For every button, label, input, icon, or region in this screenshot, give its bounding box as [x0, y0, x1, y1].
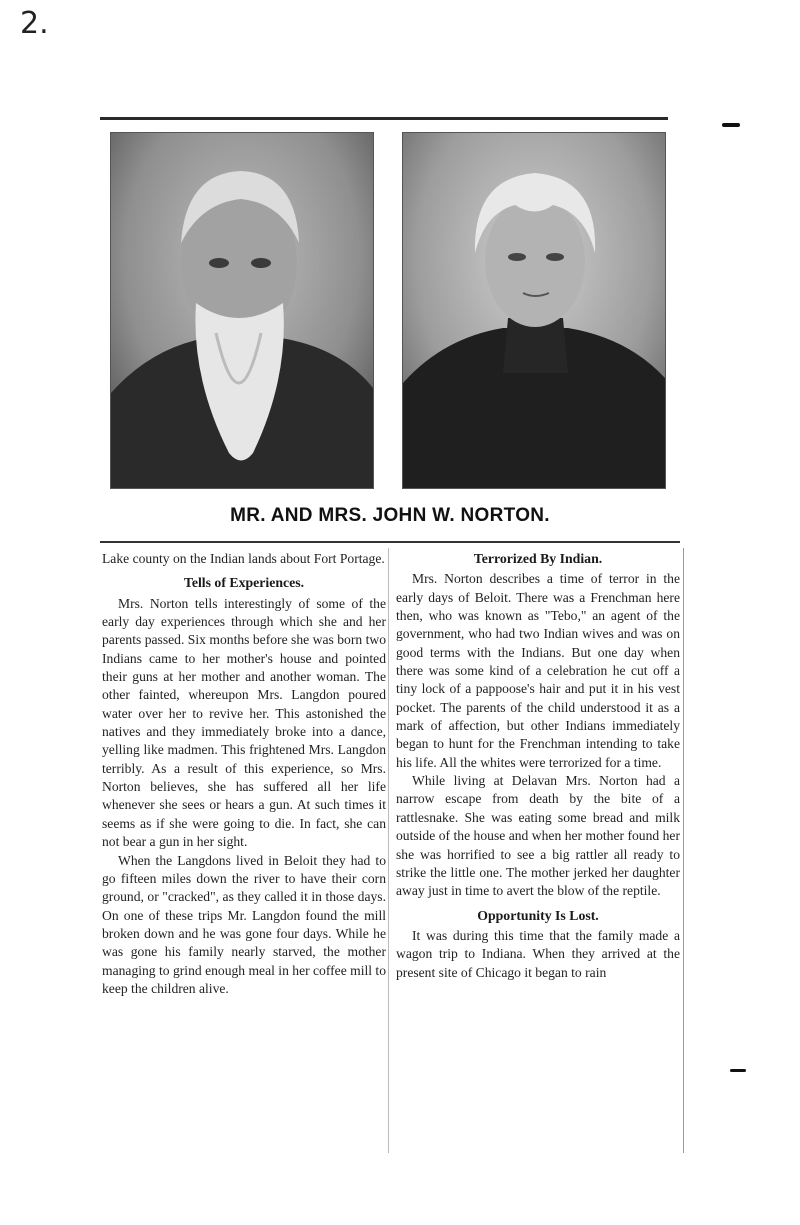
right-edge-rule — [683, 548, 684, 1153]
margin-mark-bottom — [730, 1069, 746, 1072]
header-rule — [100, 117, 668, 120]
margin-mark-top — [722, 123, 740, 127]
paragraph-gun-fright: Mrs. Norton tells interestingly of some of the early day experiences through which she and her parents passed. Six months before she was born two Indians came to her mother's house and pointed their guns at her mother and another woman. The other fainted, whereupon Mrs. Langdon poured water over her to revive her. This astonished the natives and they immediately broke into a dance, yelling like madmen. This frightened Mrs. Langdon terribly. As a result of this experience, so Mrs. Norton believes, she has suffered all her life whenever she sees or hears a gun. At such times it seems as if she were going to die. In fact, she can not bear a gun in her sight. — [102, 595, 386, 850]
paragraph-rattlesnake: While living at Delavan Mrs. Norton had a narrow escape from death by the bite of a rattlesnake. She was eating some bread and milk outside of the house and when her mother found her she was horrified to see a big rattler all ready to strike the little one. The mother jerked her daughter away just in time to avert the blow of the reptile. — [396, 773, 680, 899]
portrait-mr-norton — [110, 132, 374, 489]
subheading-opportunity-is-lost: Opportunity Is Lost. — [477, 907, 599, 923]
page-number: 2. — [20, 6, 49, 41]
right-column — [396, 550, 680, 982]
paragraph-corn-mill: When the Langdons lived in Beloit they had to go fifteen miles down the river to have their corn ground, or "cracked", as they called it in those days. On one of these trips Mr. Langdon found the mill broken down and he was gone four days. While he was gone his family nearly starved, the mother managing to grind enough meal in her coffee mill to keep the children alive. — [102, 852, 387, 996]
paragraph-tebo: Mrs. Norton describes a time of terror in the early days of Beloit. There was a Frenchman here then, who was known as "Tebo," an agent of the government, who had two Indian wives and was on good terms with the Indians. But one day when there was some kind of a celebration he cut off a tiny lock of a pappoose's hair and put it in his vest pocket. The parents of the child understood it as a mark of affection, but other Indians immediately began to hunt for the Frenchman intending to take his life. All the whites were terrorized for a time. — [396, 571, 680, 770]
subheading-terrorized-by-indian: Terrorized By Indian. — [473, 551, 603, 566]
caption-rule — [100, 541, 680, 543]
lead-paragraph: Lake county on the Indian lands about Fort Portage. — [102, 551, 385, 566]
portrait-mrs-norton — [402, 132, 666, 489]
photo-caption: MR. AND MRS. JOHN W. NORTON. — [230, 505, 550, 526]
column-divider — [388, 548, 389, 1153]
left-column — [102, 550, 386, 998]
subheading-tells-of-experiences: Tells of Experiences. — [183, 575, 305, 591]
paragraph-wagon-trip: It was during this time that the family made a wagon trip to Indiana. When they arrived at the present site of Chicago it began to rain — [396, 927, 680, 980]
